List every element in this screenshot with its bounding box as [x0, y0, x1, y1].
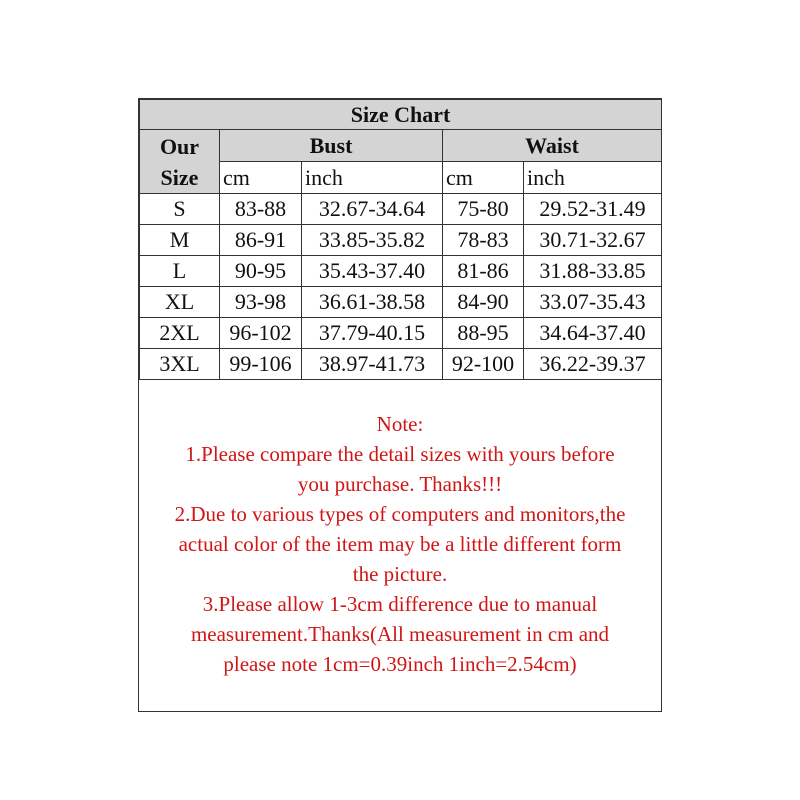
bust-inch-cell: 32.67-34.64 [302, 194, 443, 225]
waist-cm-cell: 88-95 [443, 318, 524, 349]
waist-header: Waist [443, 130, 662, 162]
bust-cm-cell: 96-102 [220, 318, 302, 349]
waist-inch-cell: 30.71-32.67 [524, 225, 662, 256]
bust-cm-cell: 86-91 [220, 225, 302, 256]
table-row [140, 194, 662, 225]
bust-cm-cell: 83-88 [220, 194, 302, 225]
waist-cm-cell: 75-80 [443, 194, 524, 225]
waist-inch-cell: 34.64-37.40 [524, 318, 662, 349]
table-row [140, 318, 662, 349]
size-rows [140, 194, 662, 380]
note-heading: Note: [376, 412, 424, 436]
waist-cm-header: cm [443, 162, 524, 194]
table-row [140, 225, 662, 256]
table-row [140, 256, 662, 287]
size-cell: 3XL [140, 349, 220, 380]
bust-inch-cell: 33.85-35.82 [302, 225, 443, 256]
note-line: measurement.Thanks(All measurement in cm and [190, 622, 610, 646]
waist-cm-cell: 81-86 [443, 256, 524, 287]
size-cell: M [140, 225, 220, 256]
bust-inch-cell: 35.43-37.40 [302, 256, 443, 287]
note-line: the picture. [352, 562, 448, 586]
bust-inch-header: inch [302, 162, 443, 194]
note-text [139, 409, 661, 679]
bust-cm-header: cm [220, 162, 302, 194]
waist-inch-header: inch [524, 162, 662, 194]
size-cell: L [140, 256, 220, 287]
size-table [139, 99, 662, 380]
waist-inch-cell: 29.52-31.49 [524, 194, 662, 225]
waist-cm-cell: 92-100 [443, 349, 524, 380]
size-header-line-1: Our [159, 133, 200, 159]
waist-cm-cell: 78-83 [443, 225, 524, 256]
note-line: actual color of the item may be a little different form [178, 532, 622, 556]
size-header-line-2: Size [160, 164, 199, 190]
note-line: 2.Due to various types of computers and monitors,the [174, 502, 626, 526]
bust-inch-cell: 36.61-38.58 [302, 287, 443, 318]
note-line: please note 1cm=0.39inch 1inch=2.54cm) [223, 652, 577, 676]
size-cell: XL [140, 287, 220, 318]
note-line: you purchase. Thanks!!! [297, 472, 503, 496]
note-line: 1.Please compare the detail sizes with yours before [185, 442, 615, 466]
waist-inch-cell: 36.22-39.37 [524, 349, 662, 380]
note-line: 3.Please allow 1-3cm difference due to manual [202, 592, 598, 616]
waist-inch-cell: 33.07-35.43 [524, 287, 662, 318]
waist-inch-cell: 31.88-33.85 [524, 256, 662, 287]
size-column-header [140, 130, 220, 194]
size-cell: 2XL [140, 318, 220, 349]
bust-cm-cell: 93-98 [220, 287, 302, 318]
bust-cm-cell: 99-106 [220, 349, 302, 380]
table-row [140, 287, 662, 318]
chart-title: Size Chart [140, 100, 662, 130]
bust-header: Bust [220, 130, 443, 162]
waist-cm-cell: 84-90 [443, 287, 524, 318]
table-row [140, 349, 662, 380]
bust-cm-cell: 90-95 [220, 256, 302, 287]
size-chart [138, 98, 662, 712]
bust-inch-cell: 37.79-40.15 [302, 318, 443, 349]
bust-inch-cell: 38.97-41.73 [302, 349, 443, 380]
size-cell: S [140, 194, 220, 225]
